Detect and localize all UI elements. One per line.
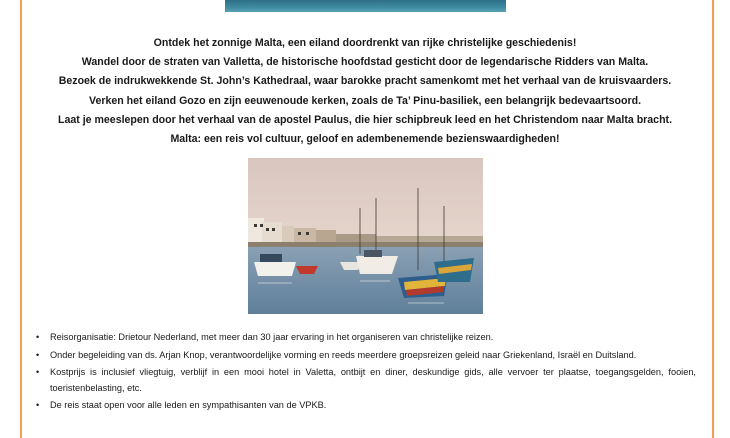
list-item: • Kostprijs is inclusief vliegtuig, verblijf in een mooi hotel in Valetta, ontbijt en diner, deskundige gids, alle vervoer ter plaatse, toegangsgelden, fooien, toeristenbelasting, etc. bbox=[36, 365, 696, 396]
top-sea-photo bbox=[225, 0, 506, 12]
intro-line: Malta: een reis vol cultuur, geloof en adembenemende bezienswaardigheden! bbox=[170, 133, 560, 146]
intro-line: Verken het eiland Gozo en zijn eeuwenoude kerken, zoals de Ta’ Pinu-basiliek, een belangrijk bedevaartsoord. bbox=[88, 94, 642, 107]
list-item: • Onder begeleiding van ds. Arjan Knop, verantwoordelijke vorming en reeds meerdere groepsreizen geleid naar Griekenland, Israël en Duitsland. bbox=[36, 348, 696, 364]
malta-harbor-photo bbox=[248, 158, 483, 314]
intro-line: Bezoek de indrukwekkende St. John’s Kathedraal, waar barokke pracht samenkomt met het verhaal van de kruisvaarders. bbox=[58, 75, 672, 88]
page-border-right bbox=[712, 0, 714, 438]
trip-details-list bbox=[36, 330, 696, 416]
intro-line: Ontdek het zonnige Malta, een eiland doordrenkt van rijke christelijke geschiedenis! bbox=[153, 37, 577, 49]
intro-line: Laat je meeslepen door het verhaal van de apostel Paulus, die hier schipbreuk leed en het Christendom naar Malta bracht. bbox=[57, 113, 673, 126]
intro-text bbox=[40, 34, 690, 149]
page-border-left bbox=[20, 0, 22, 438]
intro-line: Wandel door de straten van Valletta, de historische hoofdstad gesticht door de legendarische Ridders van Malta. bbox=[81, 56, 649, 69]
list-item: • De reis staat open voor alle leden en sympathisanten van de VPKB. bbox=[36, 398, 696, 414]
list-item: • Reisorganisatie: Drietour Nederland, met meer dan 30 jaar ervaring in het organiseren van christelijke reizen. bbox=[36, 330, 696, 346]
